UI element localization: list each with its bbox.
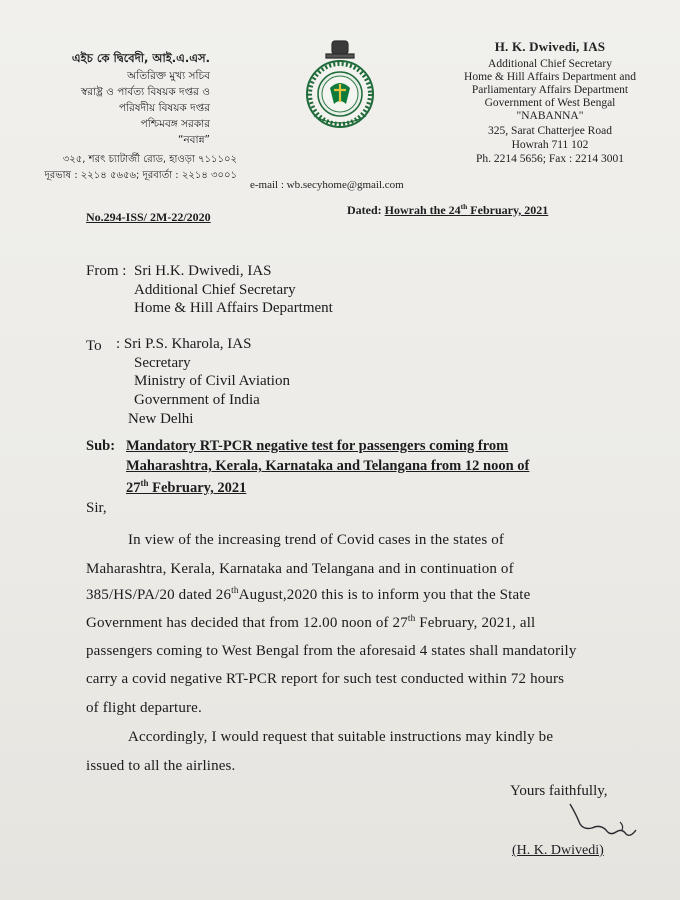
closing: Yours faithfully,: [510, 783, 608, 799]
subject-line-2: Maharashtra, Kerala, Karnataka and Telangana from 12 noon of: [126, 458, 530, 474]
from-label: From :: [86, 263, 127, 279]
from-designation: Additional Chief Secretary: [134, 282, 296, 298]
body-line: Maharashtra, Kerala, Karnataka and Telangana and in continuation of: [86, 561, 514, 577]
bengali-building: “নবান্ন”: [177, 134, 210, 146]
to-ministry: Ministry of Civil Aviation: [134, 373, 290, 389]
body-line: carry a covid negative RT-PCR report for such test conducted within 72 hours: [86, 671, 565, 687]
handwritten-signature: [540, 800, 650, 845]
to-label: To: [86, 338, 102, 354]
body-line: of flight departure.: [86, 700, 202, 716]
to-government: Government of India: [134, 392, 260, 408]
department-line-2: Parliamentary Affairs Department: [471, 84, 629, 96]
reference-number: No.294-ISS/ 2M-22/2020: [86, 210, 211, 224]
date-line: [347, 203, 548, 218]
officer-name: H. K. Dwivedi, IAS: [494, 39, 606, 54]
date-value: Howrah the 24th February, 2021: [384, 202, 549, 217]
bengali-government: পশ্চিমবঙ্গ সরকার: [140, 118, 210, 130]
department-line-1: Home & Hill Affairs Department and: [464, 71, 636, 83]
street-address: 325, Sarat Chatterjee Road: [488, 125, 612, 137]
subject-line-3: 27th February, 2021: [126, 478, 247, 496]
body-line: 385/HS/PA/20 dated 26thAugust,2020 this is to inform you that the State: [86, 586, 531, 603]
building-name: "NABANNA": [516, 110, 584, 122]
bengali-phone: দূরভাষ : ২২১৪ ৫৬৫৬; দূরবার্তা : ২২১৪ ৩০০১: [44, 170, 237, 181]
salutation: Sir,: [86, 500, 107, 516]
officer-designation: Additional Chief Secretary: [488, 58, 612, 70]
email-address: e-mail : wb.secyhome@gmail.com: [250, 179, 404, 191]
bengali-department-2: পরিষদীয় বিষয়ক দপ্তর: [118, 102, 210, 114]
body-line: issued to all the airlines.: [86, 758, 236, 774]
bengali-department-1: স্বরাষ্ট্র ও পার্বত্য বিষয়ক দপ্তর ও: [80, 86, 210, 98]
bengali-designation: অতিরিক্ত মুখ্য সচিব: [127, 70, 210, 82]
body-line: In view of the increasing trend of Covid cases in the states of: [128, 532, 505, 548]
from-name: Sri H.K. Dwivedi, IAS: [134, 263, 272, 279]
government-line: Government of West Bengal: [484, 97, 616, 109]
body-line: Accordingly, I would request that suitable instructions may kindly be: [128, 729, 554, 745]
from-department: Home & Hill Affairs Department: [134, 300, 333, 316]
bengali-address: ৩২৫, শরৎ চ্যাটার্জী রোড, হাওড়া ৭১১১০২: [62, 154, 237, 165]
city-pin: Howrah 711 102: [511, 139, 589, 151]
signatory-name: (H. K. Dwivedi): [512, 843, 604, 858]
west-bengal-emblem-icon: [296, 38, 384, 130]
bengali-officer-name: এইচ কে দ্বিবেদী, আই.এ.এস.: [71, 51, 210, 65]
body-line: passengers coming to West Bengal from the aforesaid 4 states shall mandatorily: [86, 643, 577, 659]
to-city: New Delhi: [128, 411, 194, 427]
subject-line-1: Mandatory RT-PCR negative test for passengers coming from: [126, 438, 509, 454]
to-designation: Secretary: [134, 355, 191, 371]
to-name: : Sri P.S. Kharola, IAS: [116, 336, 252, 352]
body-line: Government has decided that from 12.00 noon of 27th February, 2021, all: [86, 614, 536, 631]
date-label: Dated:: [347, 203, 382, 217]
phone-fax: Ph. 2214 5656; Fax : 2214 3001: [476, 153, 624, 165]
subject-label: Sub:: [86, 438, 116, 454]
